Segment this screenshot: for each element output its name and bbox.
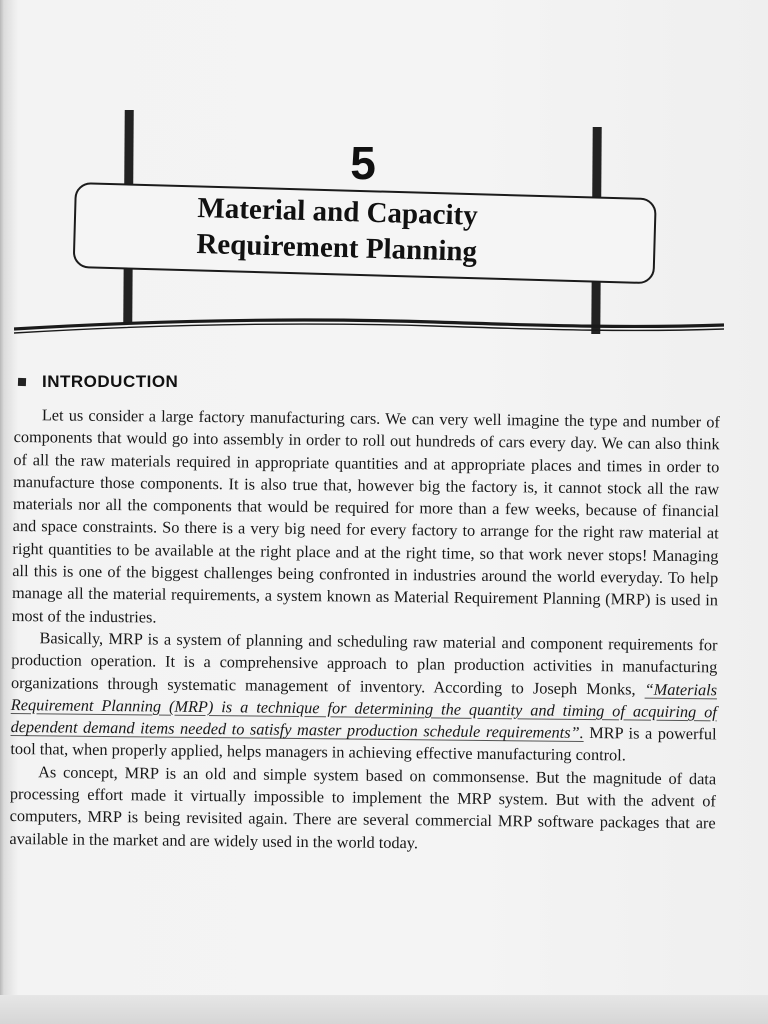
paragraph-1: Let us consider a large factory manufacturing cars. We can very well imagine the type and number of components that would go into assembly in order to roll out hundreds of cars every day. We can also think of all the raw materials required in appropriate quantities and at appropriate places and times in order to manufacture those components. It is also true that, however big the factory is, it cannot stock all the raw materials nor all the components that would be required for more than a few weeks, because of financial and space constraints. So there is a very big need for every factory to arrange for the right raw material at right quantities to be available at the right place and at the right time, so that work never stops! Managing all this is one of the biggest challenges being confronted in industries around the world everyday. To help manage all the material requirements, a system known as Material Requirement Planning (MRP) is used in most of the industries. bbox=[11, 405, 720, 627]
chapter-title bbox=[196, 190, 598, 273]
chapter-title-line-1: Material and Capacity bbox=[197, 191, 479, 232]
chapter-title-line-2: Requirement Planning bbox=[196, 227, 478, 268]
paragraph-2 bbox=[10, 627, 717, 768]
ground-line bbox=[14, 316, 724, 336]
paragraph-2-text-end: MRP is a powerful tool that, when properly applied, helps managers in achieving effective manufacturing control. bbox=[10, 723, 717, 765]
section-heading bbox=[18, 372, 178, 392]
section-heading-text: INTRODUCTION bbox=[42, 372, 179, 391]
paragraph-2-text: Basically, MRP is a system of planning and scheduling raw material and component requirements for production operation. It is a comprehensive approach to plan production activities in manufacturing organizations through systematic management of inventory. According to Joseph Monks, bbox=[10, 628, 718, 699]
body-text bbox=[9, 404, 720, 857]
chapter-number: 5 bbox=[350, 137, 376, 189]
square-bullet-icon bbox=[18, 378, 26, 386]
mrp-definition-quote: “Materials Requirement Planning (MRP) is a technique for determining the quantity and timing of acquiring of dependent demand items needed to satisfy master production schedule requirements”. bbox=[10, 679, 718, 743]
paragraph-3: As concept, MRP is an old and simple system based on commonsense. But the magnitude of data processing effort made it virtually impossible to implement the MRP system. But with the advent of computers, MRP is being revisited again. There are several commercial MRP software packages that are available in the market and are widely used in the world today. bbox=[9, 762, 717, 852]
